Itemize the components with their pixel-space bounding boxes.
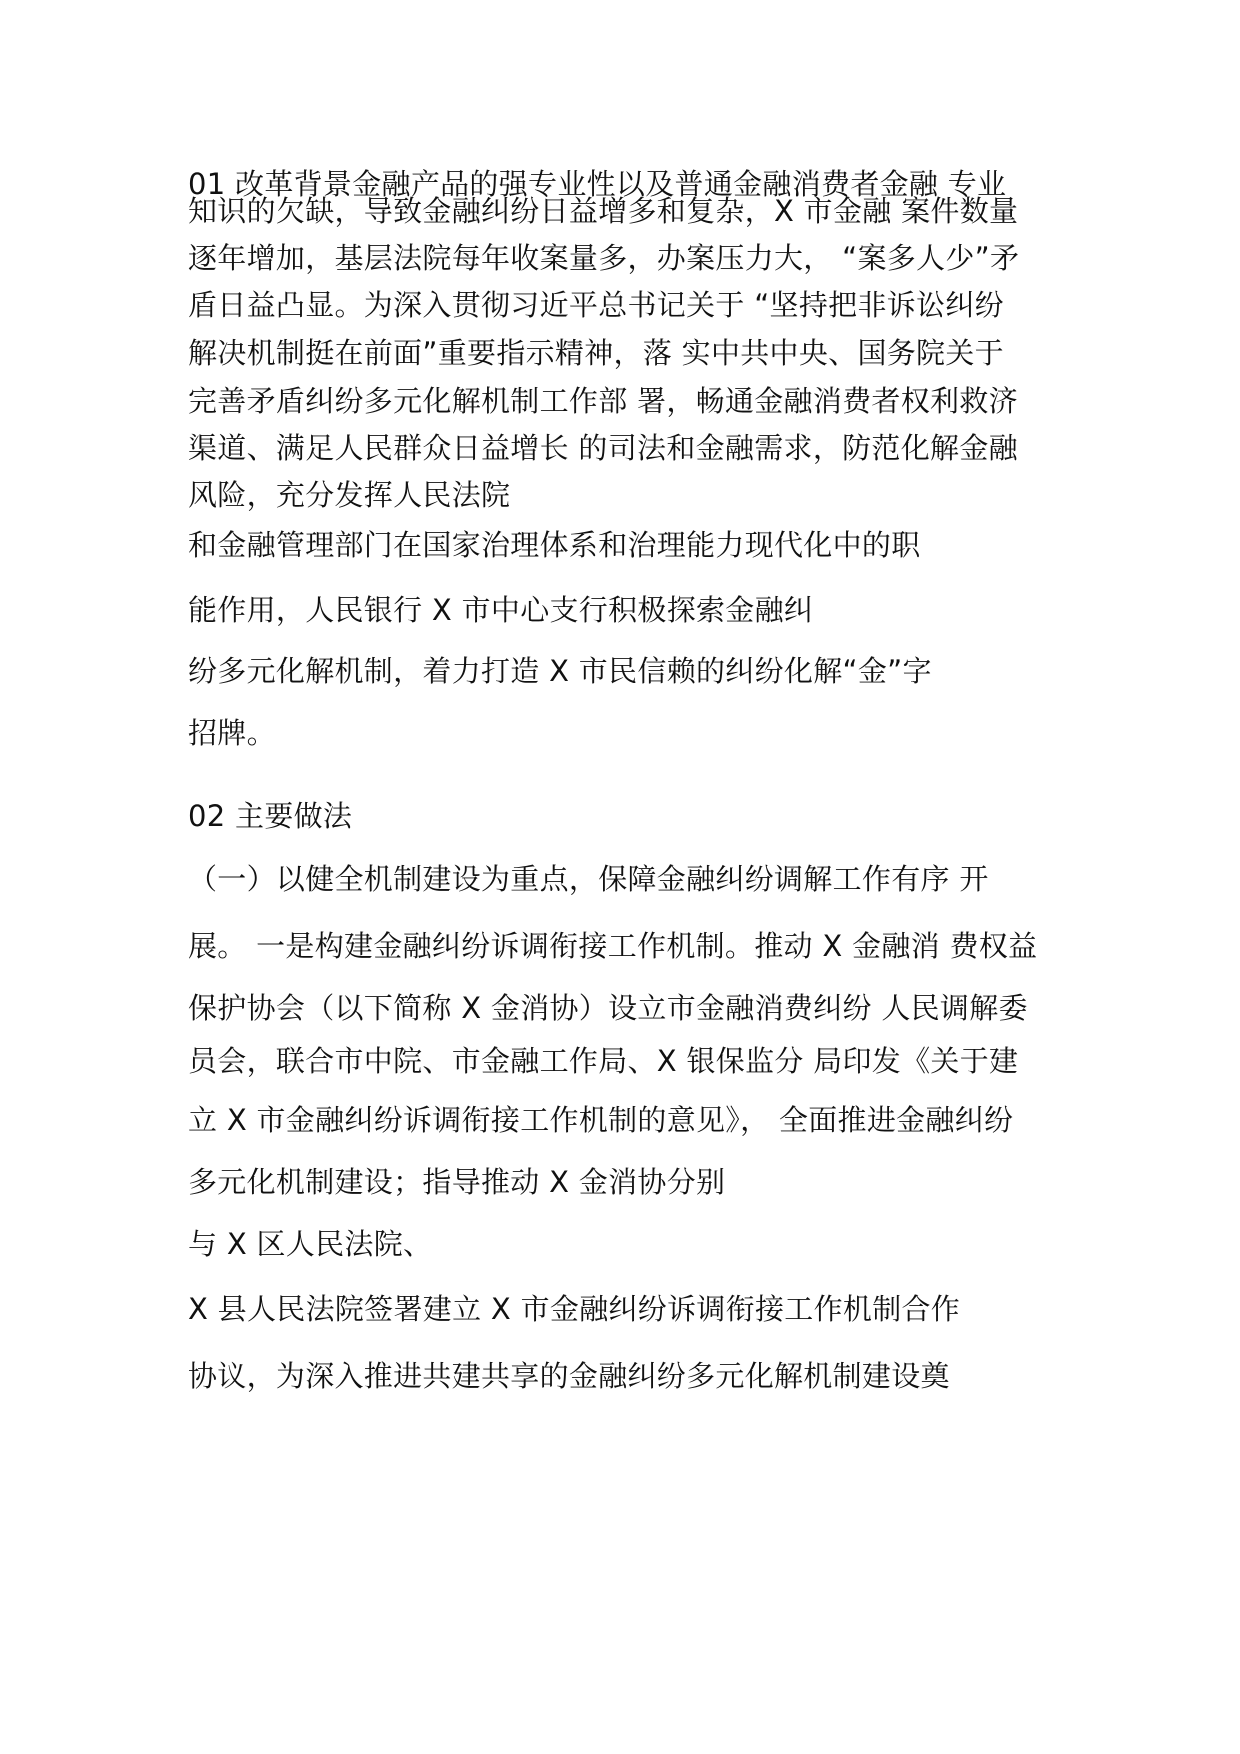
text-line: 逐年增加，基层法院每年收案量多，办案压力大， “案多人少”矛 [188,241,1020,275]
text-line: 与 X 区人民法院、 [188,1227,433,1261]
text-line: 纷多元化解机制，着力打造 X 市民信赖的纠纷化解“金”字 [188,654,932,688]
text-line: 保护协会（以下简称 X 金消协）设立市金融消费纠纷 人民调解委 [188,991,1028,1025]
text-line: X 县人民法院签署建立 X 市金融纠纷诉调衔接工作机制合作 [188,1292,961,1326]
text-line: 知识的欠缺，导致金融纠纷日益增多和复杂，X 市金融 案件数量 [188,194,1019,228]
text-line: 员会，联合市中院、市金融工作局、X 银保监分 局印发《关于建 [188,1044,1019,1078]
text-line: 盾日益凸显。为深入贯彻习近平总书记关于 “坚持把非诉讼纠纷 [188,288,1004,322]
text-line: 多元化机制建设；指导推动 X 金消协分别 [188,1165,726,1199]
text-line: 能作用，人民银行 X 市中心支行积极探索金融纠 [188,593,814,627]
text-line: 完善矛盾纠纷多元化解机制工作部 署，畅通金融消费者权利救济 [188,384,1018,418]
text-line: 解决机制挺在前面”重要指示精神，落 实中共中央、国务院关于 [188,336,1004,370]
text-line: 渠道、满足人民群众日益增长 的司法和金融需求，防范化解金融 [188,431,1018,465]
text-line: 立 X 市金融纠纷诉调衔接工作机制的意见》， 全面推进金融纠纷 [188,1103,1014,1137]
text-line: 和金融管理部门在国家治理体系和治理能力现代化中的职 [188,528,921,562]
text-line: 01 改革背景金融产品的强专业性以及普通金融消费者金融 专业 [188,167,1007,201]
text-line: 招牌。 [188,716,276,750]
text-line: 展。 一是构建金融纠纷诉调衔接工作机制。推动 X 金融消 费权益 [188,929,1038,963]
text-line: 风险，充分发挥人民法院 [188,478,511,512]
text-line: （一）以健全机制建设为重点，保障金融纠纷调解工作有序 开 [188,862,989,896]
text-line: 协议，为深入推进共建共享的金融纠纷多元化解机制建设奠 [188,1359,950,1393]
section-heading: 02 主要做法 [188,799,353,833]
